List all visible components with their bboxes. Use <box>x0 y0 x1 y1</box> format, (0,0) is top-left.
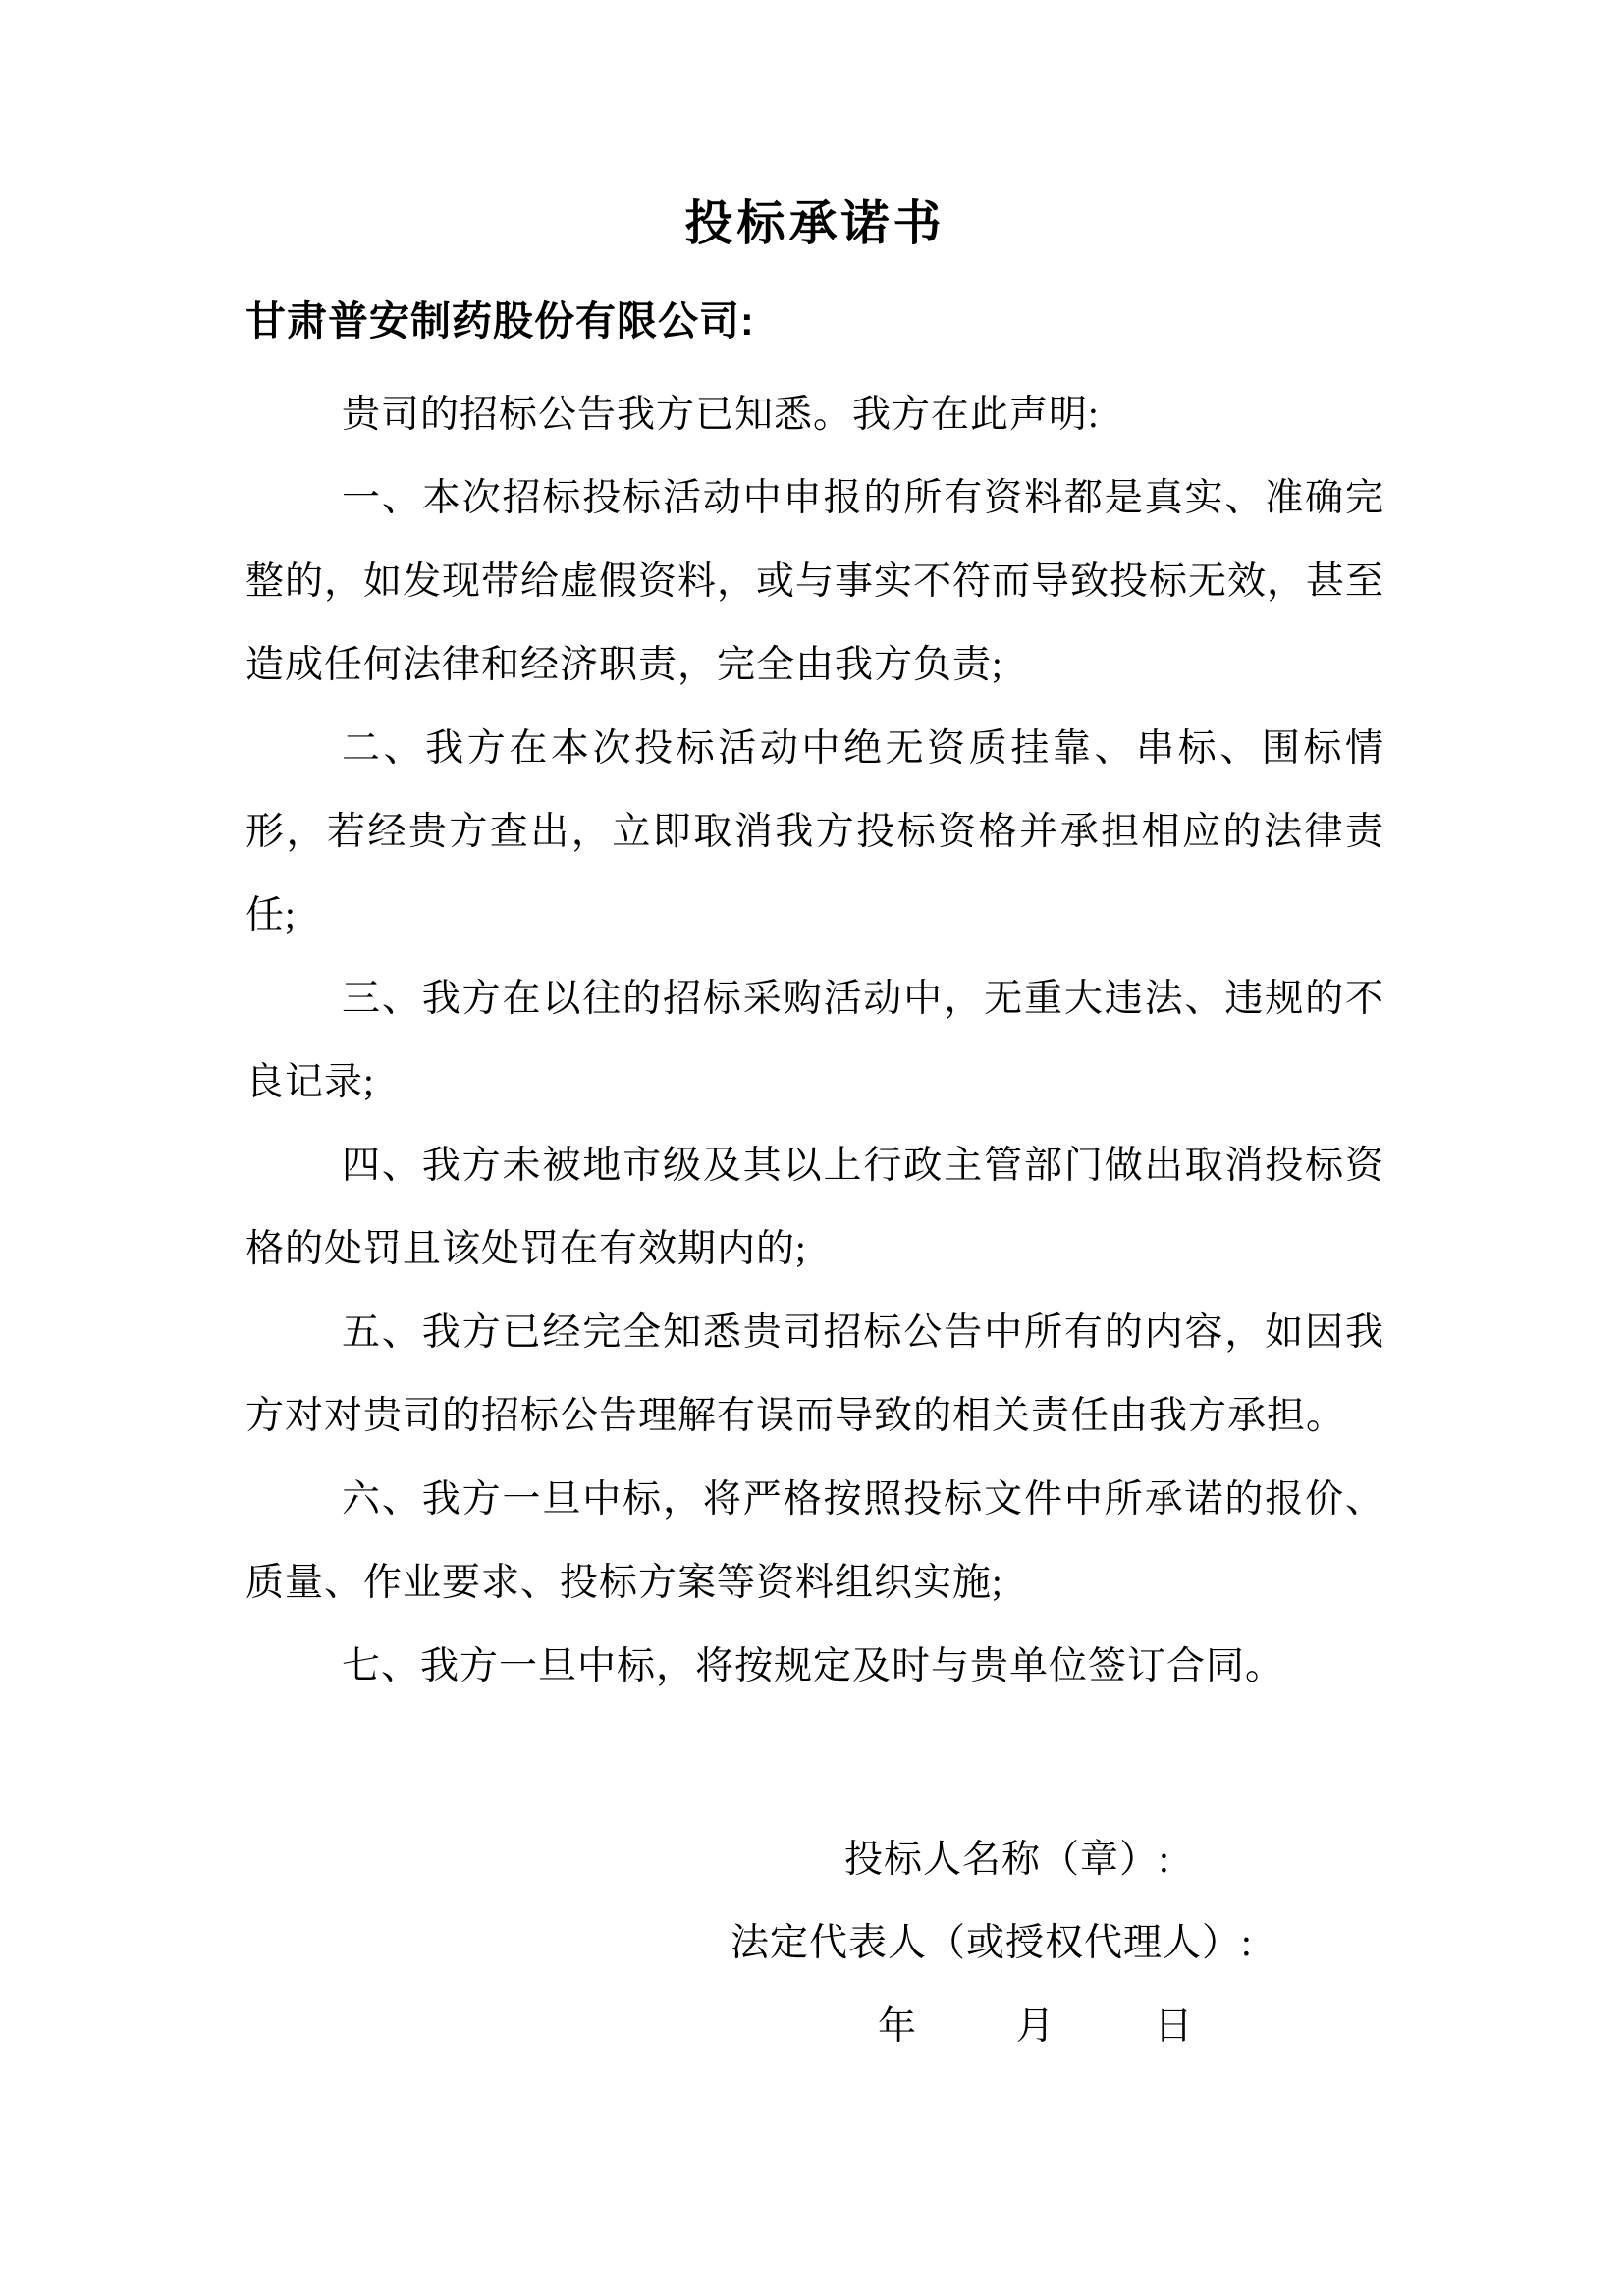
signature-bidder-line: 投标人名称（章）: <box>844 1839 1170 1881</box>
clause-paragraph-1: 一、本次招标投标活动中申报的所有资料都是真实、准确完整的，如发现带给虚假资料，或与事实不符而导致投标无效，甚至造成任何法律和经济职责，完全由我方负责; <box>245 477 1385 686</box>
clause-paragraph-6: 六、我方一旦中标，将严格按照投标文件中所承诺的报价、质量、作业要求、投标方案等资料组织实施; <box>245 1478 1384 1604</box>
clause-paragraph-4: 四、我方未被地市级及其以上行政主管部门做出取消投标资格的处罚且该处罚在有效期内的; <box>245 1145 1384 1270</box>
signature-representative-line: 法定代表人（或授权代理人）: <box>731 1922 1253 1964</box>
signature-block <box>245 1818 1384 2068</box>
year-label: 年 <box>878 2005 918 2048</box>
intro-paragraph: 贵司的招标公告我方已知悉。我方在此声明: <box>342 394 1100 436</box>
document-body <box>245 373 1384 1708</box>
clause-paragraph-2: 二、我方在本次投标活动中绝无资质挂靠、串标、围标情形，若经贵方查出，立即取消我方投标资格并承担相应的法律责任; <box>245 727 1384 936</box>
recipient-line: 甘肃普安制药股份有限公司: <box>245 298 755 344</box>
month-label: 月 <box>1015 2005 1056 2048</box>
page-title: 投标承诺书 <box>684 197 946 250</box>
signature-date-line <box>245 1985 1384 2068</box>
day-label: 日 <box>1154 2005 1194 2048</box>
clause-paragraph-7: 七、我方一旦中标，将按规定及时与贵单位签订合同。 <box>342 1645 1285 1687</box>
clause-paragraph-3: 三、我方在以往的招标采购活动中，无重大违法、违规的不良记录; <box>245 978 1384 1103</box>
clause-paragraph-5: 五、我方已经完全知悉贵司招标公告中所有的内容，如因我方对对贵司的招标公告理解有误而导致的相关责任由我方承担。 <box>245 1311 1384 1437</box>
